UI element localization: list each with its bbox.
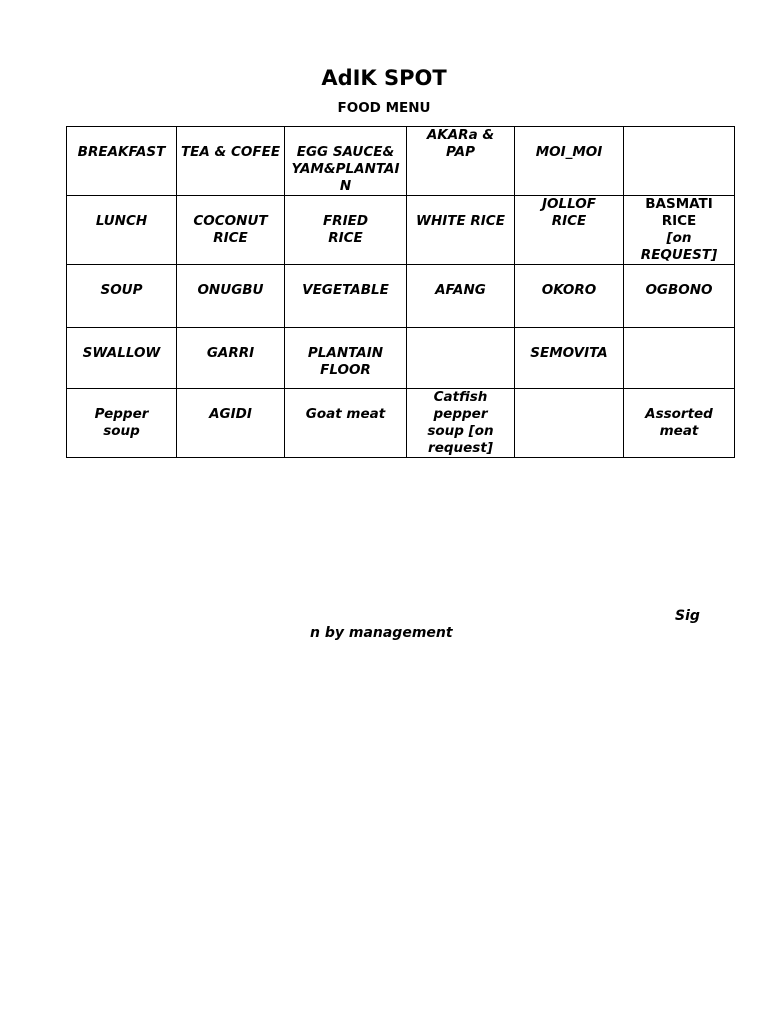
menu-cell <box>407 127 515 196</box>
menu-cell-text: GARRI <box>206 345 255 361</box>
food-menu-table <box>66 126 735 458</box>
menu-cell-text <box>627 328 731 345</box>
menu-cell-text: TEA & COFEE <box>180 144 281 160</box>
menu-cell-text: OGBONO <box>645 282 713 298</box>
menu-cell-text: BASMATI RICE <box>645 196 713 229</box>
menu-cell-text <box>410 328 511 345</box>
menu-cell-text: FRIED RICE <box>322 213 369 246</box>
menu-cell-text: BREAKFAST <box>77 144 166 160</box>
table-row <box>67 127 735 196</box>
menu-cell <box>67 389 177 458</box>
menu-cell <box>177 265 285 328</box>
menu-cell <box>407 265 515 328</box>
menu-cell-text: SEMOVITA <box>530 345 608 361</box>
menu-cell <box>67 196 177 265</box>
menu-cell <box>624 127 735 196</box>
menu-cell <box>624 196 735 265</box>
menu-cell-text: Goat meat <box>305 406 386 422</box>
menu-cell <box>67 127 177 196</box>
menu-cell <box>67 328 177 389</box>
menu-cell-text: WHITE RICE <box>416 213 505 229</box>
menu-cell <box>624 265 735 328</box>
document-subtitle: FOOD MENU <box>337 100 431 116</box>
menu-cell <box>285 265 407 328</box>
menu-cell-text <box>627 127 731 144</box>
menu-cell <box>624 389 735 458</box>
menu-cell <box>177 127 285 196</box>
menu-cell <box>285 127 407 196</box>
menu-cell <box>177 389 285 458</box>
menu-cell-text <box>518 389 620 406</box>
menu-cell <box>285 328 407 389</box>
menu-cell-text: AKARa & PAP <box>426 127 495 160</box>
menu-cell-text: JOLLOF RICE <box>542 196 596 229</box>
menu-cell-text: VEGETABLE <box>302 282 389 298</box>
menu-cell <box>515 328 624 389</box>
menu-cell-text: LUNCH <box>95 213 148 229</box>
menu-cell <box>177 196 285 265</box>
menu-cell-note: [on REQUEST] <box>640 230 718 263</box>
menu-cell <box>515 389 624 458</box>
table-row <box>67 389 735 458</box>
signature-text-part1: Sig <box>675 608 700 624</box>
menu-cell <box>515 127 624 196</box>
menu-cell-text: ONUGBU <box>197 282 264 298</box>
menu-cell-text: OKORO <box>541 282 597 298</box>
menu-cell <box>515 265 624 328</box>
menu-cell <box>285 389 407 458</box>
menu-cell <box>177 328 285 389</box>
menu-cell-text: AGIDI <box>209 406 252 422</box>
table-row <box>67 328 735 389</box>
menu-cell-text: SWALLOW <box>82 345 161 361</box>
menu-cell-text: Assorted meat <box>645 406 713 439</box>
menu-cell-text: PLANTAIN FLOOR <box>307 345 384 378</box>
menu-cell-text: EGG SAUCE& YAM&PLANTAIN <box>291 144 400 194</box>
menu-cell-text: AFANG <box>435 282 486 298</box>
menu-cell <box>624 328 735 389</box>
table-row <box>67 265 735 328</box>
signature-text-part2: n by management <box>310 625 453 641</box>
menu-cell <box>515 196 624 265</box>
menu-cell-text: COCONUT RICE <box>193 213 268 246</box>
menu-cell <box>407 328 515 389</box>
table-row <box>67 196 735 265</box>
menu-cell <box>285 196 407 265</box>
menu-cell <box>407 389 515 458</box>
menu-cell <box>407 196 515 265</box>
menu-cell-text: Catfish pepper soup [on request] <box>427 389 494 456</box>
document-title: AdIK SPOT <box>321 66 447 90</box>
menu-cell-text: SOUP <box>100 282 143 298</box>
menu-cell-text: MOI_MOI <box>535 144 603 160</box>
menu-cell-text: Pepper soup <box>94 406 149 439</box>
menu-cell <box>67 265 177 328</box>
